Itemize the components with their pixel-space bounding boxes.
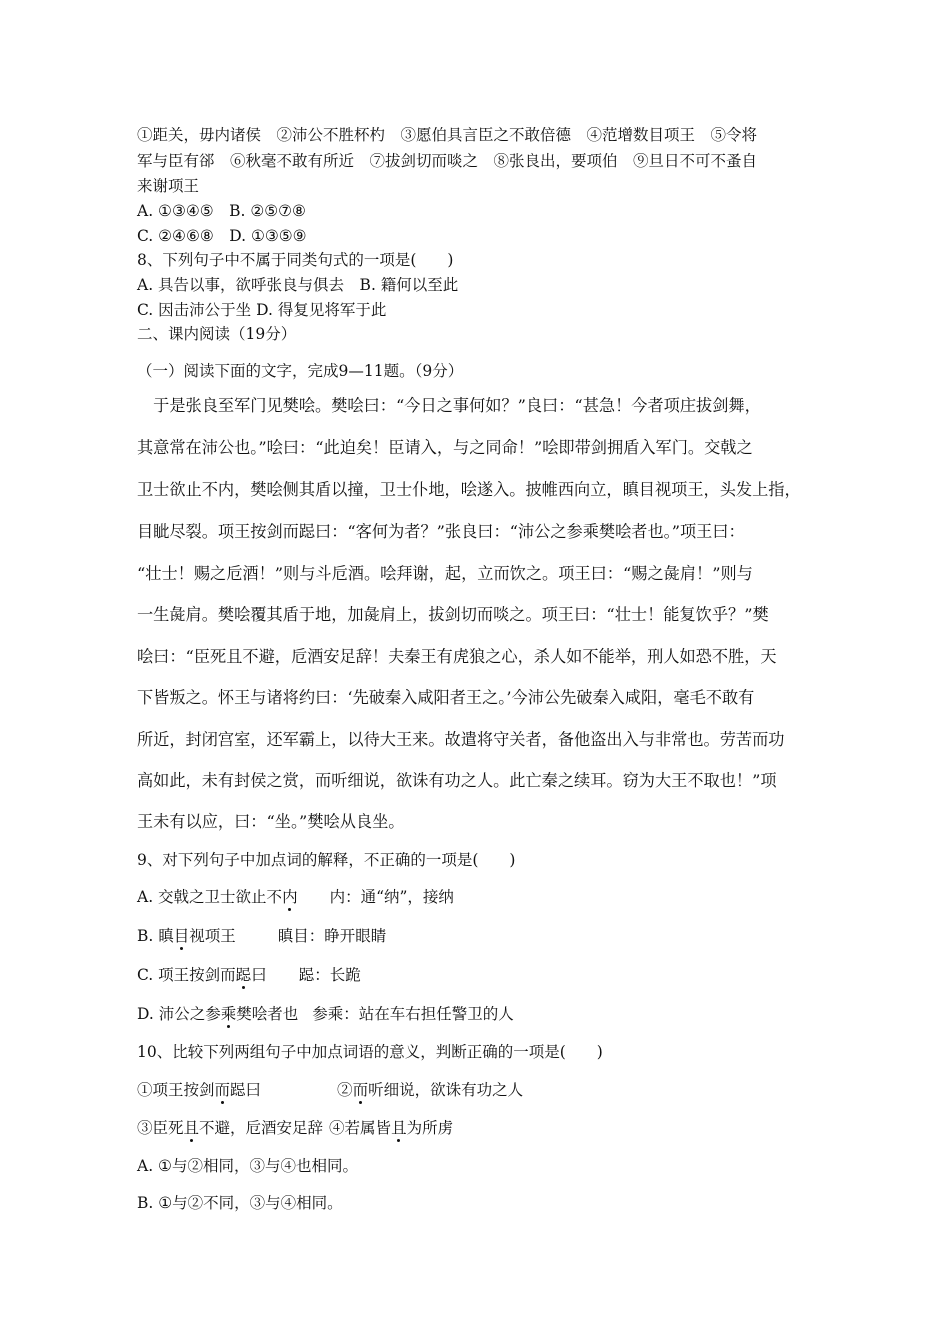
q9c-text-post: 曰 (251, 966, 267, 984)
q10-s1 (137, 1081, 261, 1099)
passage-line-2: 其意常在沛公也。”哙曰：“此迫矣！臣请入，与之同命！”哙即带剑拥盾入军门。交戟之 (137, 438, 753, 457)
question-8: 8、下列句子中不属于同类句式的一项是( ) (137, 251, 454, 269)
q9d-text: D. 沛公之参 (137, 1005, 221, 1023)
question-9: 9、对下列句子中加点词的解释，不正确的一项是( ) (137, 851, 516, 869)
q10-s1-dotted-word: 而 (214, 1081, 231, 1099)
q10-s4-post: 为所虏 (406, 1119, 454, 1137)
q10-s4-dotted-word: 且 (391, 1119, 407, 1137)
q9a-text: A. 交戟之卫士欲止不 (137, 888, 283, 906)
q9-option-b (137, 929, 386, 945)
q9a-gloss: 内：通“纳”，接纳 (329, 888, 454, 906)
passage-line-5: “壮士！赐之卮酒！”则与斗卮酒。哙拜谢，起，立而饮之。项王曰：“赐之彘肩！”则与 (137, 564, 753, 583)
q10-s2-post: 听细说，欲诛有功之人 (368, 1081, 524, 1099)
q9b-text: B. 瞋 (137, 927, 174, 945)
section-heading: 二、课内阅读（19分） (137, 325, 297, 343)
q9c-dotted-word: 跽 (235, 966, 252, 984)
question-10: 10、比较下列两组句子中加点词语的意义，判断正确的一项是( ) (137, 1043, 603, 1061)
q10-s3-dotted-word: 且 (183, 1119, 200, 1137)
q8-choice-ab: A. 具告以事，欲呼张良与俱去 B. 籍何以至此 (137, 276, 459, 294)
q8-choice-cd: C. 因击沛公于坐 D. 得复见将军于此 (137, 301, 387, 319)
options-line-1: ①距关，毋内诸侯 ②沛公不胜杯杓 ③愿伯具言臣之不敢倍德 ④范增数目项王 ⑤令将 (137, 126, 758, 144)
passage-line-3: 卫士欲止不内，樊哙侧其盾以撞，卫士仆地，哙遂入。披帷西向立，瞋目视项王，头发上指， (137, 480, 801, 499)
q9-option-a (137, 890, 454, 906)
q10-sentences-1-2 (137, 1083, 523, 1099)
q10-s1-post: 跽曰 (230, 1081, 262, 1099)
q9-option-d (137, 1007, 514, 1023)
passage-line-11: 王未有以应，曰：“坐。”樊哙从良坐。 (137, 812, 405, 831)
passage-line-6: 一生彘肩。樊哙覆其盾于地，加彘肩上，拔剑切而啖之。项王曰：“壮士！能复饮乎？”樊 (137, 605, 769, 624)
q9d-dotted-word: 乘 (220, 1005, 237, 1023)
q10-s3-post: 不避，卮酒安足辞 (199, 1119, 324, 1137)
q10-s4 (329, 1119, 453, 1137)
q10-sentences-3-4 (137, 1121, 453, 1137)
q10-s2-dotted-word: 而 (352, 1081, 369, 1099)
q9d-gloss: 参乘：站在车右担任警卫的人 (312, 1005, 514, 1023)
q10-s1-pre: ①项王按剑 (137, 1081, 215, 1099)
q10-option-a: A. ①与②相同，③与④也相同。 (137, 1157, 358, 1175)
passage-line-4: 目眦尽裂。项王按剑而跽曰：“客何为者？”张良曰：“沛公之参乘樊哙者也。”项王曰： (137, 522, 745, 541)
q10-s3 (137, 1119, 323, 1137)
choice-cd: C. ②④⑥⑧ D. ①③⑤⑨ (137, 227, 307, 245)
q9-option-c (137, 968, 361, 984)
q9b-gloss: 瞋目：睁开眼睛 (277, 927, 387, 945)
choice-ab: A. ①③④⑤ B. ②⑤⑦⑧ (137, 202, 306, 220)
q10-s3-pre: ③臣死 (137, 1119, 184, 1137)
q10-option-b: B. ①与②不同，③与④相同。 (137, 1194, 343, 1212)
q10-s2-pre: ② (337, 1081, 353, 1099)
options-line-2: 军与臣有郤 ⑥秋毫不敢有所近 ⑦拔剑切而啖之 ⑧张良出，要项伯 ⑨旦日不可不蚤自 (137, 152, 758, 170)
passage-line-9: 所近，封闭宫室，还军霸上，以待大王来。故遣将守关者，备他盗出入与非常也。劳苦而功 (137, 730, 785, 749)
passage-line-10: 高如此，未有封侯之赏，而听细说，欲诛有功之人。此亡秦之续耳。窃为大王不取也！”项 (137, 771, 777, 790)
passage-line-7: 哙曰：“臣死且不避，卮酒安足辞！夫秦王有虎狼之心，杀人如不能举，刑人如恐不胜，天 (137, 647, 777, 666)
q9b-text-post: 视项王 (189, 927, 236, 945)
reading-instruction: （一）阅读下面的文字，完成9—11题。（9分） (137, 362, 464, 380)
q9d-text-post: 樊哙者也 (236, 1005, 299, 1023)
q9c-text: C. 项王按剑而 (137, 966, 236, 984)
q9c-gloss: 跽：长跪 (298, 966, 361, 984)
q9b-dotted-word: 目 (173, 927, 190, 945)
options-line-3: 来谢项王 (137, 177, 200, 195)
q9a-dotted-word: 内 (282, 888, 298, 906)
passage-line-1: 于是张良至军门见樊哙。樊哙曰：“今日之事何如？”良曰：“甚急！今者项庄拔剑舞， (137, 396, 761, 415)
q10-s2 (337, 1081, 523, 1099)
passage-line-8: 下皆叛之。怀王与诸将约曰：‘先破秦入咸阳者王之。’今沛公先破秦入咸阳，毫毛不敢有 (137, 688, 755, 707)
q10-s4-pre: ④若属皆 (329, 1119, 392, 1137)
